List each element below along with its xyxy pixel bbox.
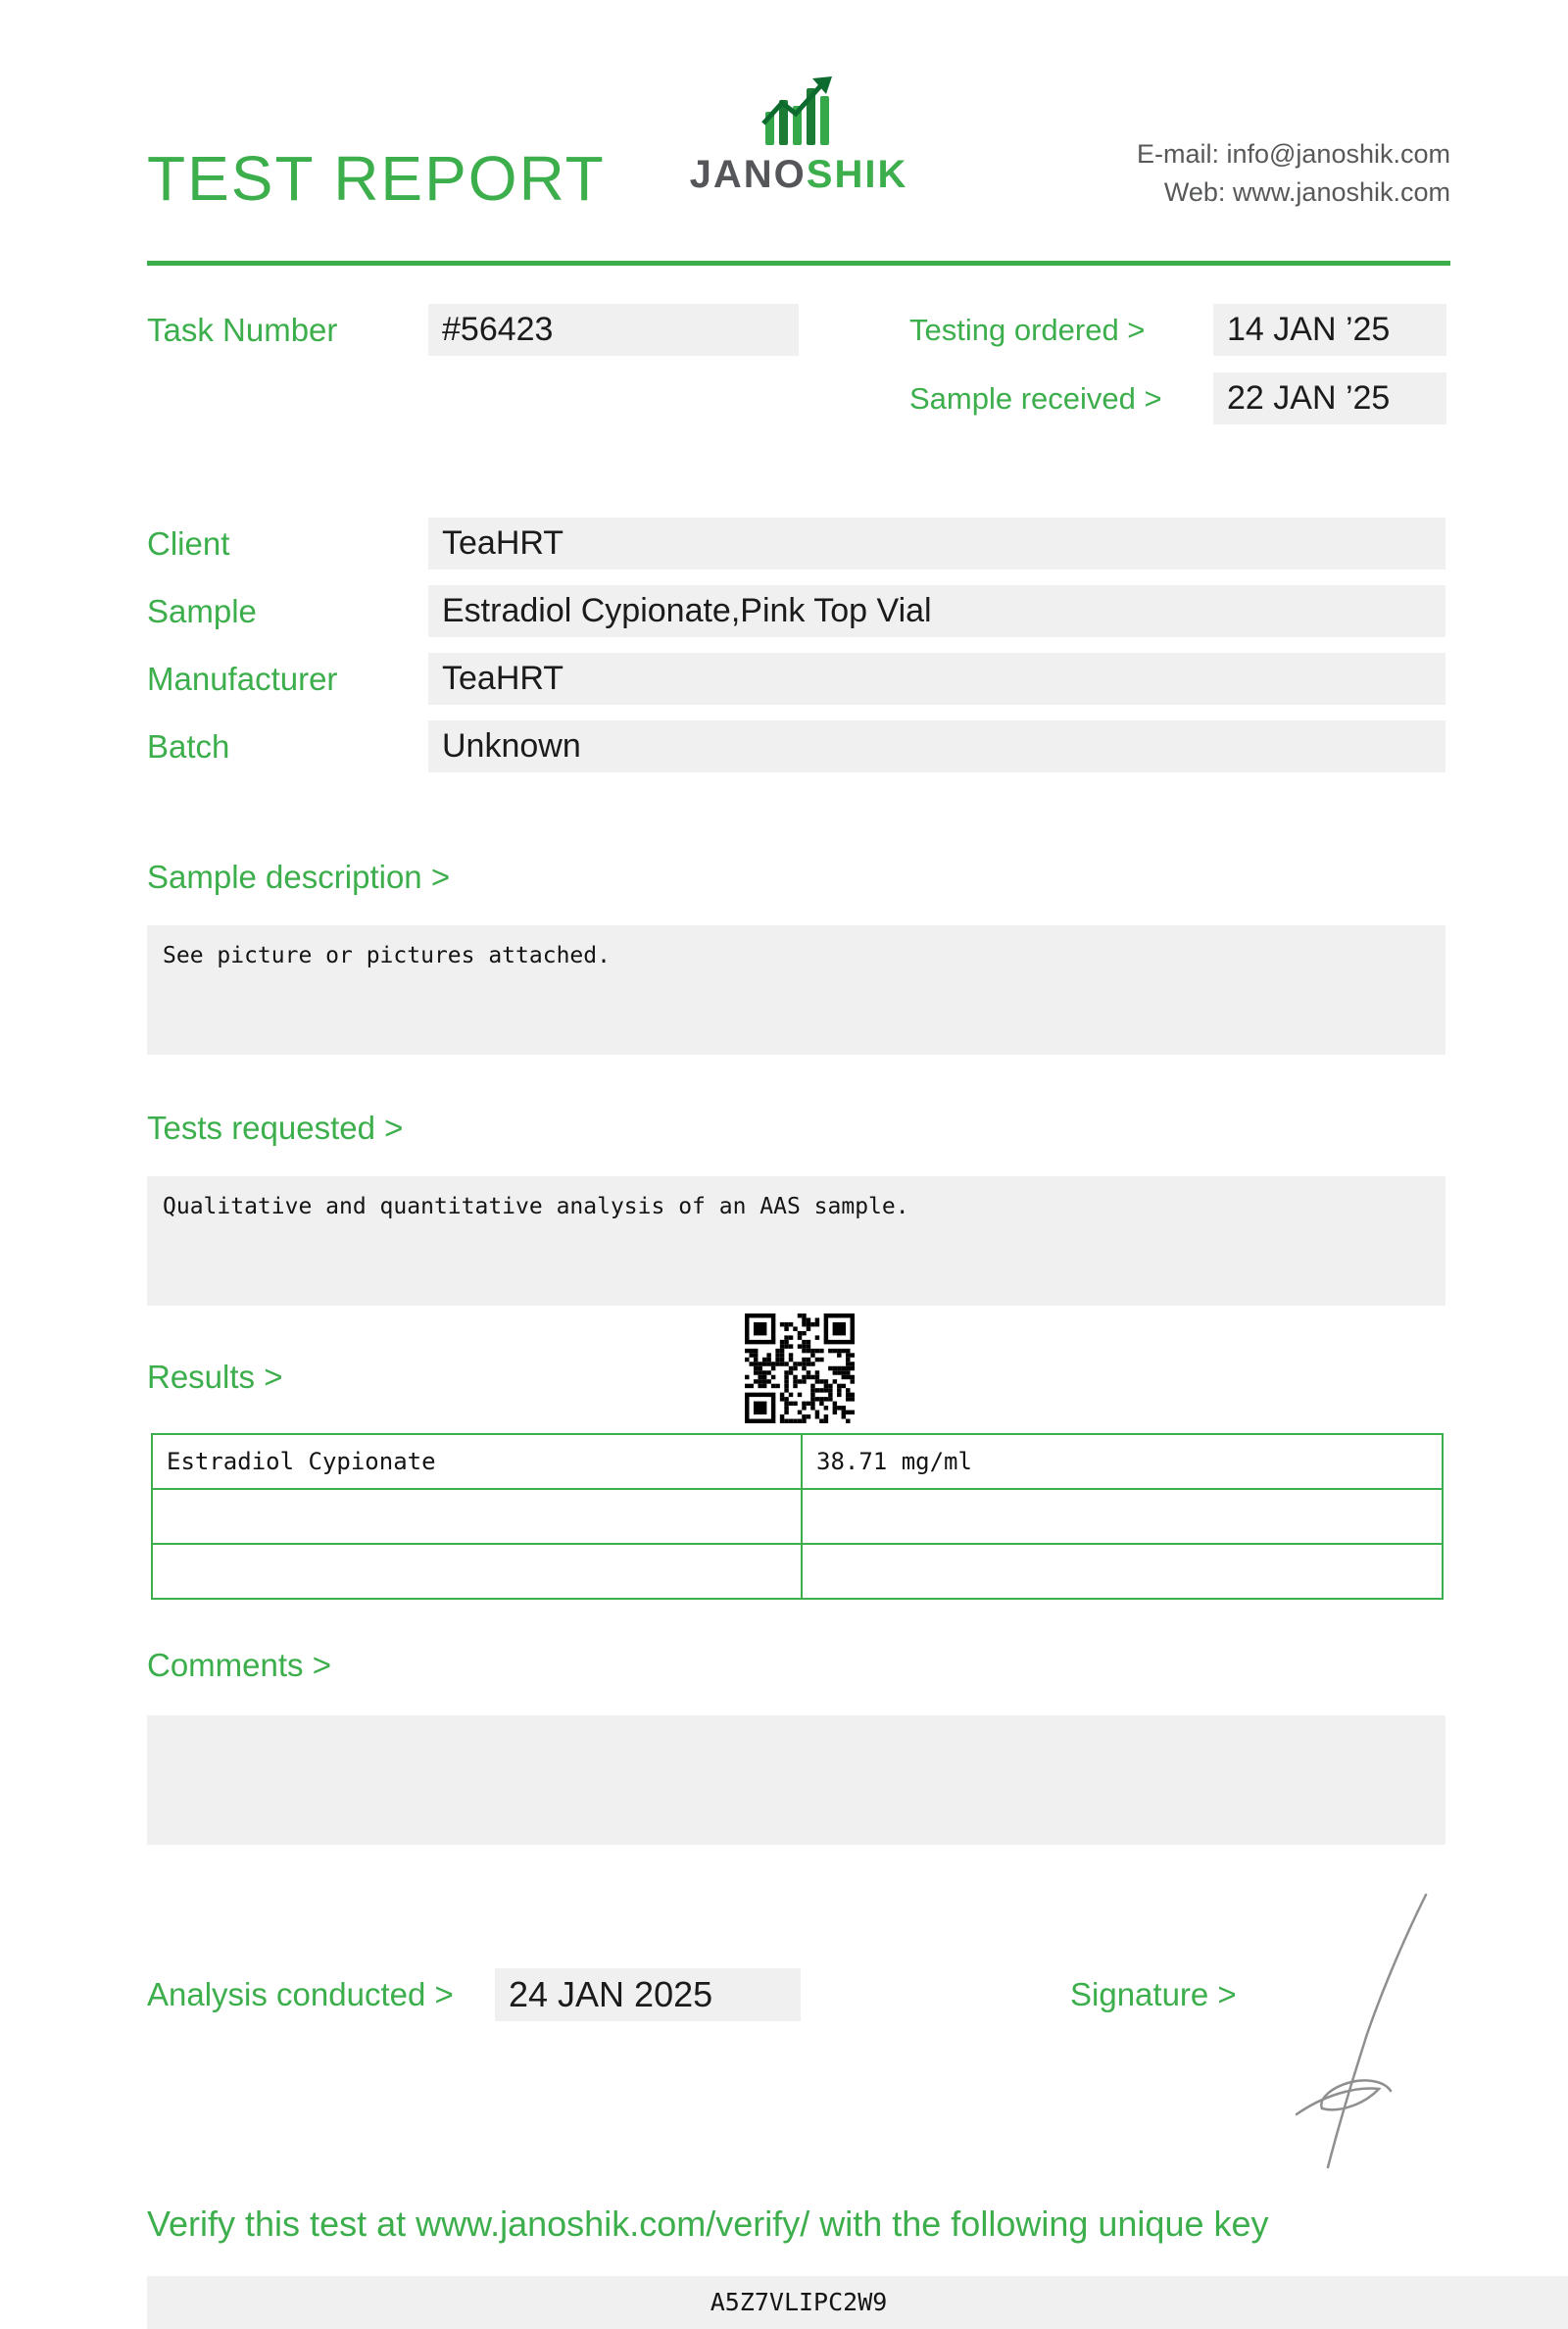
analysis-conducted-value: 24 JAN 2025 [495, 1968, 801, 2021]
sample-received-value: 22 JAN ’25 [1213, 372, 1446, 424]
qr-code-icon [745, 1313, 855, 1423]
bar-chart-up-arrow-icon [758, 71, 840, 149]
testing-ordered-label: Testing ordered > [909, 313, 1146, 347]
table-row [152, 1544, 1443, 1599]
result-value-cell [802, 1489, 1443, 1544]
logo-wordmark [681, 153, 916, 197]
result-value-cell [802, 1544, 1443, 1599]
sample-description-text: See picture or pictures attached. [163, 943, 611, 968]
tests-requested-label: Tests requested > [147, 1110, 404, 1146]
manufacturer-value: TeaHRT [428, 653, 1446, 705]
unique-key-value: A5Z7VLIPC2W9 [147, 2276, 1568, 2329]
batch-label: Batch [147, 728, 230, 765]
logo-text-jano: JANO [689, 153, 807, 196]
email-line: E-mail: info@janoshik.com [1136, 139, 1450, 169]
tests-requested-text: Qualitative and quantitative analysis of an AAS sample. [163, 1194, 909, 1219]
batch-value: Unknown [428, 720, 1446, 772]
task-number-value: #56423 [428, 304, 799, 356]
result-analyte-cell: Estradiol Cypionate [152, 1434, 802, 1489]
result-analyte-cell [152, 1489, 802, 1544]
results-table [151, 1433, 1444, 1600]
header-divider [147, 261, 1450, 266]
page-title: TEST REPORT [147, 143, 606, 214]
sample-description-box [147, 925, 1446, 1055]
sample-description-label: Sample description > [147, 859, 451, 895]
results-label: Results > [147, 1359, 283, 1395]
sample-label: Sample [147, 593, 257, 629]
comments-label: Comments > [147, 1647, 331, 1683]
client-value: TeaHRT [428, 518, 1446, 570]
manufacturer-label: Manufacturer [147, 661, 338, 697]
janoshik-logo [681, 71, 916, 197]
verify-text: Verify this test at www.janoshik.com/verify/ with the following unique key [147, 2204, 1269, 2244]
sample-value: Estradiol Cypionate,Pink Top Vial [428, 585, 1446, 637]
logo-text-shik: SHIK [806, 153, 908, 196]
result-analyte-cell [152, 1544, 802, 1599]
web-line: Web: www.janoshik.com [1163, 177, 1450, 208]
table-row [152, 1489, 1443, 1544]
testing-ordered-value: 14 JAN ’25 [1213, 304, 1446, 356]
sample-received-label: Sample received > [909, 381, 1162, 416]
task-number-label: Task Number [147, 312, 338, 348]
table-row [152, 1434, 1443, 1489]
tests-requested-box [147, 1176, 1446, 1306]
contact-info [1137, 135, 1450, 212]
client-label: Client [147, 525, 230, 562]
result-value-cell: 38.71 mg/ml [802, 1434, 1443, 1489]
signature-label: Signature > [1070, 1976, 1237, 2012]
handwritten-signature-icon [1269, 1887, 1441, 2176]
analysis-conducted-label: Analysis conducted > [147, 1976, 454, 2012]
comments-box [147, 1715, 1446, 1845]
